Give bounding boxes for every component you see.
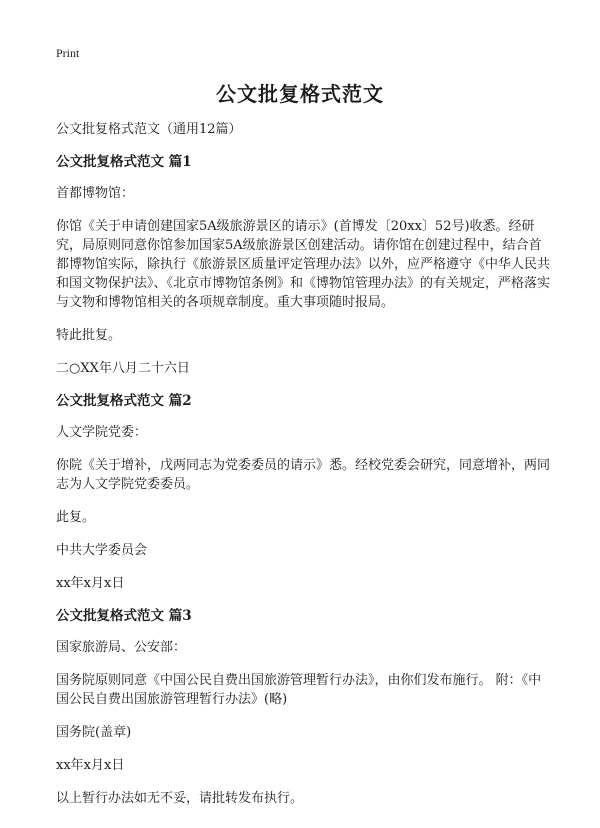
date-line: xx年x月x日 — [56, 576, 125, 591]
page-title: 公文批复格式范文 — [216, 82, 384, 106]
signature-line: 中共大学委员会 — [56, 543, 148, 558]
document-subtitle: 公文批复格式范文（通用12篇） — [56, 122, 242, 137]
body-paragraph: 国务院原则同意《中国公民自费出国旅游管理暂行办法》，由你们发布施行。 附：《中国公民自费出国旅游管理暂行办法》(略) — [56, 673, 542, 707]
addressee: 国家旅游局、公安部： — [56, 640, 187, 655]
body-paragraph: 你馆《关于申请创建国家5A级旅游景区的请示》(首博发〔20xx〕52号)收悉。经研究，局原则同意你馆参加国家5A级旅游景区创建活动。请你馆在创建过程中，结合首都博物馆实际，除执行《旅游景区质量评定管理办法》以外，应严格遵守《中华人民共和国文物保护法》、《北京市博物馆条例》和《博物馆管理办法》的有关规定，严格落实与文物和博物馆相关的各项规章制度。重大事项随时报局。 — [56, 219, 551, 310]
date-line: 二○XX年八月二十六日 — [56, 361, 190, 376]
signature-line: 国务院(盖章) — [56, 725, 132, 740]
addressee: 首都博物馆： — [56, 186, 135, 201]
closing-text: 特此批复。 — [56, 328, 122, 343]
document-body — [56, 120, 550, 822]
section-heading-1: 公文批复格式范文 篇1 — [56, 154, 192, 170]
addressee: 人文学院党委： — [56, 425, 148, 440]
closing-text: 此复。 — [56, 510, 96, 525]
section-heading-2: 公文批复格式范文 篇2 — [56, 393, 192, 409]
section-heading-3: 公文批复格式范文 篇3 — [56, 608, 192, 624]
date-line: xx年x月x日 — [56, 758, 125, 773]
body-paragraph: 以上暂行办法如无不妥，请批转发布执行。 — [56, 791, 304, 806]
print-label: Print — [56, 46, 80, 60]
body-paragraph: 你院《关于增补，戊两同志为党委委员的请示》悉。经校党委会研究，同意增补，两同志为人文学院党委委员。 — [56, 458, 551, 492]
